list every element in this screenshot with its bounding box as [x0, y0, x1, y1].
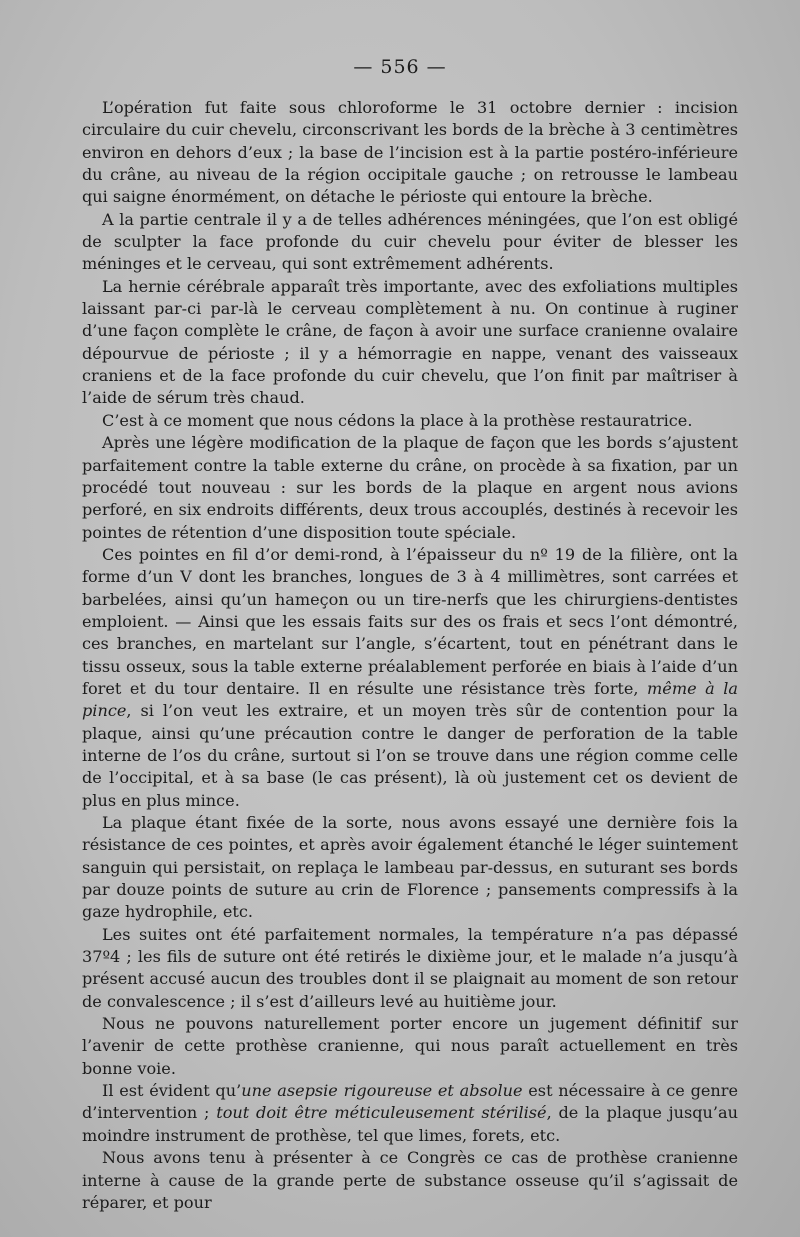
- text-segment: Nous ne pouvons naturellement porter encore un jugement définitif sur l’avenir de cette prothèse cranienne, qui nous paraît actuellement en très bonne voie.: [82, 1014, 738, 1078]
- text-segment: Nous avons tenu à présenter à ce Congrès ce cas de prothèse cranienne interne à cause de la grande perte de substance osseuse qu’il s’agissait de réparer, et pour: [82, 1148, 738, 1212]
- text-segment: Les suites ont été parfaitement normales, la température n’a pas dépassé 37º4 ; les fils de suture ont été retirés le dixième jour, et le malade n’a jusqu’à présent accusé aucun des troubles dont il se plaignait au moment de son retour de convalescence ; il s’est d’ailleurs levé au huitième jour.: [82, 924, 738, 1011]
- italic-text-segment: même à la pince: [82, 678, 738, 721]
- paragraph-p11: [82, 1147, 738, 1214]
- paragraph-p9: [82, 1013, 738, 1080]
- paragraph-p8: [82, 924, 738, 1013]
- paragraph-p7: [82, 812, 738, 924]
- text-segment: Ces pointes en fil d’or demi-rond, à l’épaisseur du nº 19 de la filière, ont la forme d’un V dont les branches, longues de 3 à 4 millimètres, sont carrées et barbelées, ainsi qu’un hameçon ou un tire-nerfs que les chirurgiens-dentistes emploient. — Ainsi que les essais faits sur des os frais et secs l’ont démontré, ces branches, en martelant sur l’angle, s’écartent, tout en pénétrant dans le tissu osseux, sous la table externe préalablement perforée en biais à l’aide d’un foret et du tour dentaire. Il en résulte une résistance très forte,: [82, 544, 738, 698]
- text-segment: Après une légère modification de la plaque de façon que les bords s’ajustent parfaitement contre la table externe du crâne, on procède à sa fixation, par un procédé tout nouveau : sur les bords de la plaque en argent nous avions perforé, en six endroits différents, deux trous accouplés, destinés à recevoir les pointes de rétention d’une disposition toute spéciale.: [82, 433, 738, 542]
- text-segment: , de la plaque jusqu’au moindre instrument de prothèse, tel que limes, forets, etc.: [82, 1103, 739, 1145]
- text-segment: A la partie centrale il y a de telles adhérences méningées, que l’on est obligé de sculpter la face profonde du cuir chevelu pour éviter de blesser les méninges et le cerveau, qui sont extrêmement adhérents.: [82, 209, 738, 274]
- paragraph-p5: [82, 432, 738, 544]
- text-segment: Il est évident qu’: [102, 1081, 242, 1101]
- text-segment: C’est à ce moment que nous cédons la place à la prothèse restauratrice.: [102, 410, 693, 430]
- text-segment: est nécessaire à ce genre d’intervention ;: [82, 1081, 738, 1123]
- paragraph-p4: [82, 410, 738, 432]
- italic-text-segment: tout doit être méticuleusement stérilisé: [216, 1103, 547, 1123]
- body-text: [82, 97, 738, 1214]
- italic-text-segment: une asepsie rigoureuse et absolue: [241, 1081, 523, 1101]
- text-segment: L’opération fut faite sous chloroforme le 31 octobre dernier : incision circulaire du cuir chevelu, circonscrivant les bords de la brèche à 3 centimètres environ en dehors d’eux ; la base de l’incision est à la partie postéro-inférieure du crâne, au niveau de la région occipitale gauche ; on retrousse le lambeau qui saigne énormément, on détache le périoste qui entoure la brèche.: [82, 98, 738, 207]
- paragraph-p1: [82, 97, 738, 209]
- page-number: — 556 —: [353, 56, 447, 78]
- paragraph-p10: [82, 1080, 738, 1147]
- text-segment: La plaque étant fixée de la sorte, nous avons essayé une dernière fois la résistance de ces pointes, et après avoir également étanché le léger suintement sanguin qui persistait, on replaça le lambeau par-dessus, en suturant ses bords par douze points de suture au crin de Florence ; pansements compressifs à la gaze hydrophile, etc.: [82, 813, 738, 922]
- paragraph-p3: [82, 276, 738, 410]
- text-segment: La hernie cérébrale apparaît très importante, avec des exfoliations multiples laissant par-ci par-là le cerveau complètement à nu. On continue à ruginer d’une façon complète le crâne, de façon à avoir une surface cranienne ovalaire dépourvue de périoste ; il y a hémorragie en nappe, venant des vaisseaux craniens et de la face profonde du cuir chevelu, que l’on finit par maîtriser à l’aide de sérum très chaud.: [82, 276, 738, 408]
- text-segment: , si l’on veut les extraire, et un moyen très sûr de contention pour la plaque, ainsi qu’une précaution contre le danger de perforation de la table interne de l’os du crâne, surtout si l’on se trouve dans une région comme celle de l’occipital, et à sa base (le cas présent), là où justement cet os devient de plus en plus mince.: [82, 701, 738, 810]
- paragraph-p2: [82, 209, 738, 276]
- paragraph-p6: [82, 544, 738, 812]
